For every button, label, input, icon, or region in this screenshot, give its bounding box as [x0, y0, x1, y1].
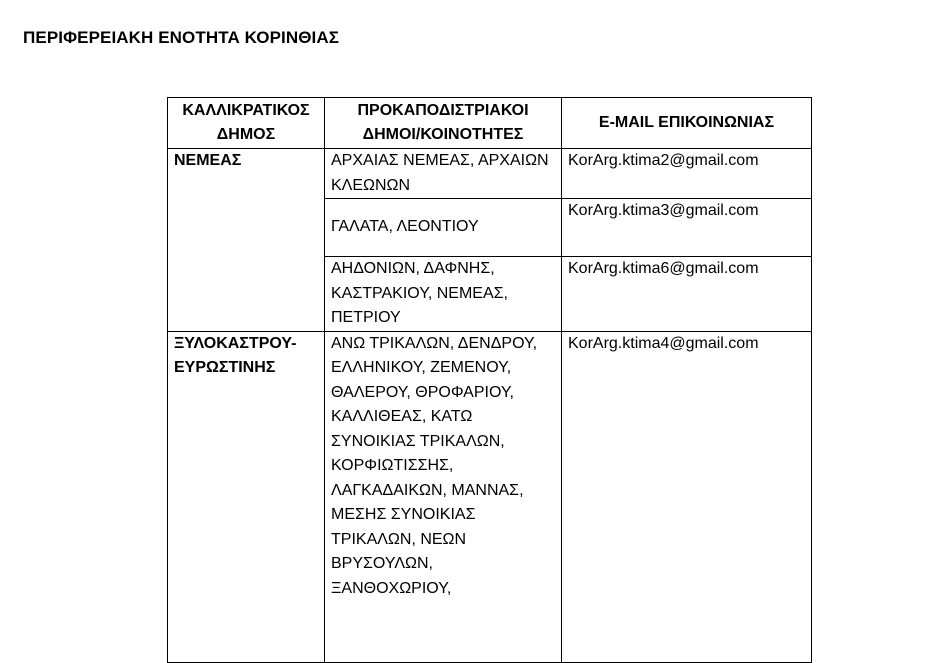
koinotites-cell: ΑΡΧΑΙΑΣ ΝΕΜΕΑΣ, ΑΡΧΑΙΩΝ ΚΛΕΩΝΩΝ — [325, 149, 562, 199]
koinotites-cell: ΓΑΛΑΤΑ, ΛΕΟΝΤΙΟΥ — [325, 199, 562, 257]
contact-table — [167, 97, 812, 663]
email-cell[interactable]: KorArg.ktima2@gmail.com — [562, 149, 812, 199]
email-cell[interactable]: KorArg.ktima6@gmail.com — [562, 257, 812, 332]
table-header-row — [168, 98, 812, 149]
koinotites-cell: ΑΝΩ ΤΡΙΚΑΛΩΝ, ΔΕΝΔΡΟΥ, ΕΛΛΗΝΙΚΟΥ, ΖΕΜΕΝΟΥ, ΘΑΛΕΡΟΥ, ΘΡΟΦΑΡΙΟΥ, ΚΑΛΛΙΘΕΑΣ, ΚΑΤΩ ΣΥΝΟΙΚΙΑΣ ΤΡΙΚΑΛΩΝ, ΚΟΡΦΙΩΤΙΣΣΗΣ, ΛΑΓΚΑΔΑΙΚΩΝ, ΜΑΝΝΑΣ, ΜΕΣΗΣ ΣΥΝΟΙΚΙΑΣ ΤΡΙΚΑΛΩΝ, ΝΕΩΝ ΒΡΥΣΟΥΛΩΝ, ΞΑΝΘΟΧΩΡΙΟΥ, — [325, 331, 562, 662]
table-row — [168, 331, 812, 662]
header-email: E-MAIL ΕΠΙΚΟΙΝΩΝΙΑΣ — [562, 98, 812, 149]
koinotites-cell: ΑΗΔΟΝΙΩΝ, ΔΑΦΝΗΣ, ΚΑΣΤΡΑΚΙΟΥ, ΝΕΜΕΑΣ, ΠΕΤΡΙΟΥ — [325, 257, 562, 332]
page-title: ΠΕΡΙΦΕΡΕΙΑΚΗ ΕΝΟΤΗΤΑ ΚΟΡΙΝΘΙΑΣ — [23, 28, 340, 47]
dimos-cell: ΞΥΛΟΚΑΣΤΡΟΥ-ΕΥΡΩΣΤΙΝΗΣ — [168, 331, 325, 662]
header-dimos: ΚΑΛΛΙΚΡΑΤΙΚΟΣ ΔΗΜΟΣ — [168, 98, 325, 149]
email-cell[interactable]: KorArg.ktima3@gmail.com — [562, 199, 812, 257]
dimos-cell: ΝΕΜΕΑΣ — [168, 149, 325, 332]
table-row — [168, 149, 812, 199]
header-koinotites: ΠΡΟΚΑΠΟΔΙΣΤΡΙΑΚΟΙ ΔΗΜΟΙ/ΚΟΙΝΟΤΗΤΕΣ — [325, 98, 562, 149]
email-cell[interactable]: KorArg.ktima4@gmail.com — [562, 331, 812, 662]
